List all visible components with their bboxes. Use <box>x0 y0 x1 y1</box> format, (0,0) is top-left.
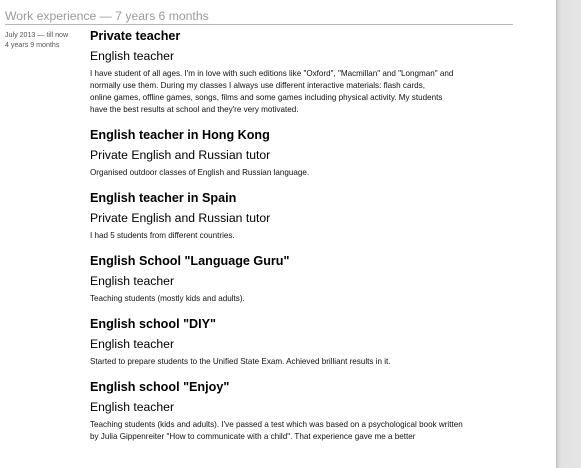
position-title: English teacher <box>90 49 175 63</box>
period-length: 4 years 9 months <box>5 41 60 49</box>
experience-entry <box>90 124 530 179</box>
entry-description <box>90 419 530 443</box>
company-name: English teacher in Hong Kong <box>90 128 270 142</box>
experience-entry <box>90 25 530 116</box>
description-line: Teaching students (kids and adults). I've passed a test which was based on a psychological book written <box>90 420 463 429</box>
viewer-gutter <box>556 0 581 468</box>
company-name: English teacher in Spain <box>90 191 237 205</box>
description-line: Started to prepare students to the Unified State Exam. Achieved brilliant results in it. <box>90 357 391 366</box>
description-line: online games, offline games, songs, films and some games including physical activity. My students <box>90 93 443 102</box>
section-title: Work experience <box>5 9 97 23</box>
description-line: normally use them. During my classes I always use different interactive materials: flash cards, <box>90 81 425 90</box>
description-line: Organised outdoor classes of English and Russian language. <box>90 168 310 177</box>
entry-description <box>90 293 530 305</box>
entry-description <box>90 167 530 179</box>
period-column <box>5 30 85 50</box>
company-name: English school "DIY" <box>90 317 216 331</box>
position-title: English teacher <box>90 400 175 414</box>
experience-entry <box>90 250 530 305</box>
section-duration: 7 years 6 months <box>115 9 209 23</box>
experience-entry <box>90 187 530 242</box>
company-name: Private teacher <box>90 29 181 43</box>
entry-description <box>90 68 530 116</box>
entry-description <box>90 356 530 368</box>
company-name: English school "Enjoy" <box>90 380 230 394</box>
description-line: I have student of all ages. I'm in love with such editions like "Oxford", "Macmillan" and "Longman" and <box>90 69 454 78</box>
position-title: Private English and Russian tutor <box>90 148 271 162</box>
experience-entry <box>90 313 530 368</box>
position-title: English teacher <box>90 337 175 351</box>
description-line: I had 5 students from different countries. <box>90 231 235 240</box>
period-range: July 2013 — till now <box>5 31 69 39</box>
position-title: Private English and Russian tutor <box>90 211 271 225</box>
section-header <box>5 8 513 25</box>
description-line: by Julia Gippenreiter "How to communicate with a child". That experience gave me a better <box>90 432 416 441</box>
description-line: Teaching students (mostly kids and adults). <box>90 294 245 303</box>
experience-entry <box>90 376 530 443</box>
experience-list <box>90 25 530 443</box>
company-name: English School "Language Guru" <box>90 254 290 268</box>
entry-description <box>90 230 530 242</box>
description-line: have the best results at school and they're very motivated. <box>90 105 299 114</box>
section-separator: — <box>99 9 112 23</box>
position-title: English teacher <box>90 274 175 288</box>
